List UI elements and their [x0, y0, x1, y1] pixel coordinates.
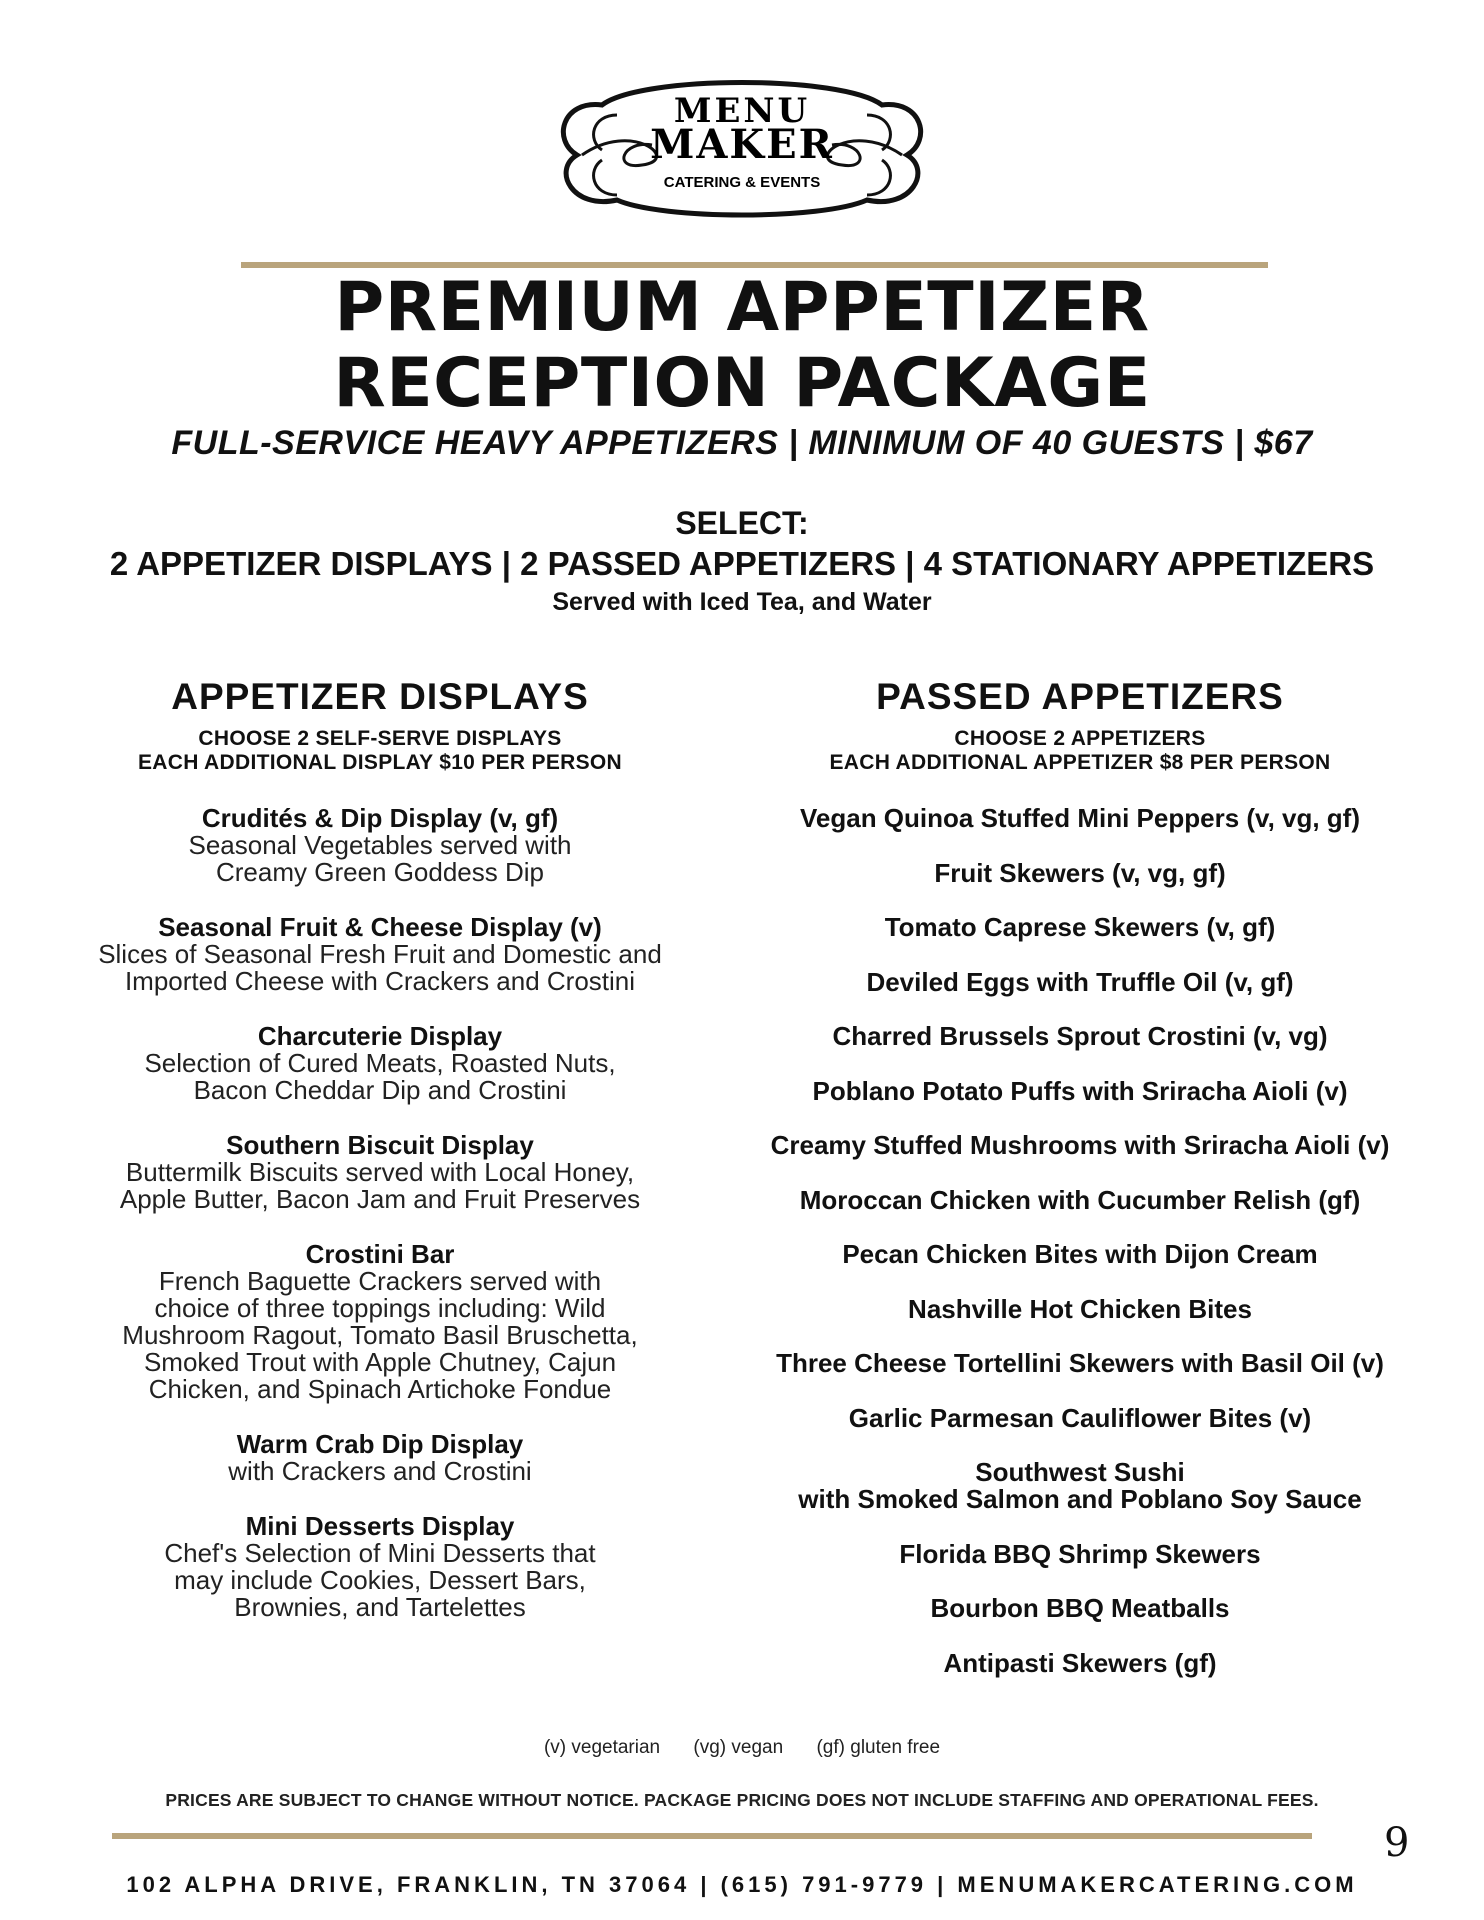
- passed-item: Three Cheese Tortellini Skewers with Basil Oil (v): [776, 1348, 1384, 1378]
- passed-item: Creamy Stuffed Mushrooms with Sriracha Aioli (v): [770, 1130, 1390, 1160]
- appetizer-displays-column: [90, 675, 670, 1621]
- display-item: [90, 1023, 670, 1104]
- passed-note: [730, 727, 1430, 775]
- menu-maker-logo: [0, 60, 1484, 225]
- passed-item: Deviled Eggs with Truffle Oil (v, gf): [866, 966, 1294, 997]
- displays-note-2: EACH ADDITIONAL DISPLAY $10 PER PERSON: [137, 751, 622, 774]
- passed-item: Tomato Caprese Skewers (v, gf): [884, 912, 1276, 942]
- page-title: [0, 270, 1484, 422]
- passed-item-sub: with Smoked Salmon and Poblano Soy Sauce: [798, 1484, 1362, 1514]
- passed-item: Fruit Skewers (v, vg, gf): [934, 857, 1226, 888]
- display-item: [90, 1431, 670, 1485]
- logo-text-maker: MAKER: [650, 121, 834, 168]
- display-name: Mini Desserts Display: [245, 1511, 515, 1541]
- display-name: Seasonal Fruit & Cheese Display (v): [158, 912, 602, 942]
- bottom-divider: [112, 1833, 1312, 1839]
- display-desc: Selection of Cured Meats, Roasted Nuts, Bacon Cheddar Dip and Crostini: [144, 1048, 616, 1105]
- pricing-disclaimer: PRICES ARE SUBJECT TO CHANGE WITHOUT NOTICE. PACKAGE PRICING DOES NOT INCLUDE STAFFING AND OPERATIONAL FEES.: [165, 1790, 1319, 1810]
- display-desc: Slices of Seasonal Fresh Fruit and Domestic and Imported Cheese with Crackers and Crostini: [98, 939, 662, 996]
- displays-heading: APPETIZER DISPLAYS: [171, 676, 589, 717]
- display-name: Warm Crab Dip Display: [236, 1429, 524, 1459]
- display-desc: Seasonal Vegetables served with Creamy Green Goddess Dip: [188, 830, 572, 887]
- passed-item: Florida BBQ Shrimp Skewers: [899, 1538, 1261, 1569]
- legend-vegetarian: (v) vegetarian: [543, 1737, 661, 1758]
- passed-list: [730, 805, 1430, 1677]
- select-summary: 2 APPETIZER DISPLAYS | 2 PASSED APPETIZERS | 4 STATIONARY APPETIZERS: [109, 545, 1375, 582]
- passed-item: Bourbon BBQ Meatballs: [930, 1593, 1230, 1623]
- display-desc: Chef's Selection of Mini Desserts that may include Cookies, Dessert Bars, Brownies, and Tartelettes: [164, 1538, 596, 1622]
- passed-note-1: CHOOSE 2 APPETIZERS: [954, 727, 1206, 750]
- logo-text-tagline: CATERING & EVENTS: [663, 174, 821, 191]
- display-item: [90, 805, 670, 886]
- title-line-2: RECEPTION PACKAGE: [333, 344, 1151, 423]
- passed-item: Charred Brussels Sprout Crostini (v, vg): [832, 1021, 1328, 1051]
- select-heading: SELECT:: [675, 505, 809, 541]
- legend-vegan: (vg) vegan: [693, 1737, 784, 1758]
- legend-gluten-free: (gf) gluten free: [816, 1737, 941, 1758]
- displays-note: [90, 727, 670, 775]
- display-item: [90, 1513, 670, 1621]
- passed-item: Nashville Hot Chicken Bites: [908, 1293, 1252, 1324]
- served-with: Served with Iced Tea, and Water: [552, 588, 932, 616]
- passed-appetizers-column: [730, 675, 1430, 1704]
- display-desc: French Baguette Crackers served with choice of three toppings including: Wild Mushroom Ragout, Tomato Basil Bruschetta, Smoked Trout with Apple Chutney, Cajun Chicken, and Spinach Artichoke Fondue: [122, 1266, 638, 1404]
- passed-item: Vegan Quinoa Stuffed Mini Peppers (v, vg, gf): [799, 803, 1360, 833]
- displays-note-1: CHOOSE 2 SELF-SERVE DISPLAYS: [198, 727, 562, 750]
- contact-footer: 102 ALPHA DRIVE, FRANKLIN, TN 37064 | (615) 791-9779 | MENUMAKERCATERING.COM: [126, 1872, 1358, 1897]
- passed-item-sushi: [730, 1459, 1430, 1513]
- passed-item: Southwest Sushi: [975, 1457, 1185, 1487]
- display-desc: with Crackers and Crostini: [228, 1456, 532, 1486]
- title-line-1: PREMIUM APPETIZER: [334, 268, 1150, 347]
- display-name: Charcuterie Display: [257, 1021, 503, 1051]
- dietary-legend: [0, 1737, 1484, 1759]
- display-item: [90, 1132, 670, 1213]
- display-item: [90, 1241, 670, 1403]
- display-desc: Buttermilk Biscuits served with Local Honey, Apple Butter, Bacon Jam and Fruit Preserves: [119, 1157, 641, 1214]
- display-name: Crudités & Dip Display (v, gf): [201, 803, 559, 833]
- passed-item: Poblano Potato Puffs with Sriracha Aioli (v): [812, 1075, 1348, 1106]
- passed-item: Garlic Parmesan Cauliflower Bites (v): [848, 1402, 1312, 1433]
- page-number: 9: [1384, 1820, 1410, 1866]
- display-item: [90, 914, 670, 995]
- display-name: Crostini Bar: [305, 1239, 455, 1269]
- package-subtitle: FULL-SERVICE HEAVY APPETIZERS | MINIMUM OF 40 GUESTS | $67: [171, 424, 1313, 462]
- passed-note-2: EACH ADDITIONAL APPETIZER $8 PER PERSON: [829, 751, 1331, 774]
- logo-emblem: [542, 60, 942, 225]
- passed-heading: PASSED APPETIZERS: [876, 676, 1284, 717]
- passed-item: Moroccan Chicken with Cucumber Relish (gf): [799, 1184, 1361, 1215]
- passed-item: Antipasti Skewers (gf): [943, 1647, 1217, 1678]
- logo-text-menu: MENU: [673, 91, 811, 131]
- display-name: Southern Biscuit Display: [226, 1130, 534, 1160]
- passed-item: Pecan Chicken Bites with Dijon Cream: [842, 1239, 1318, 1269]
